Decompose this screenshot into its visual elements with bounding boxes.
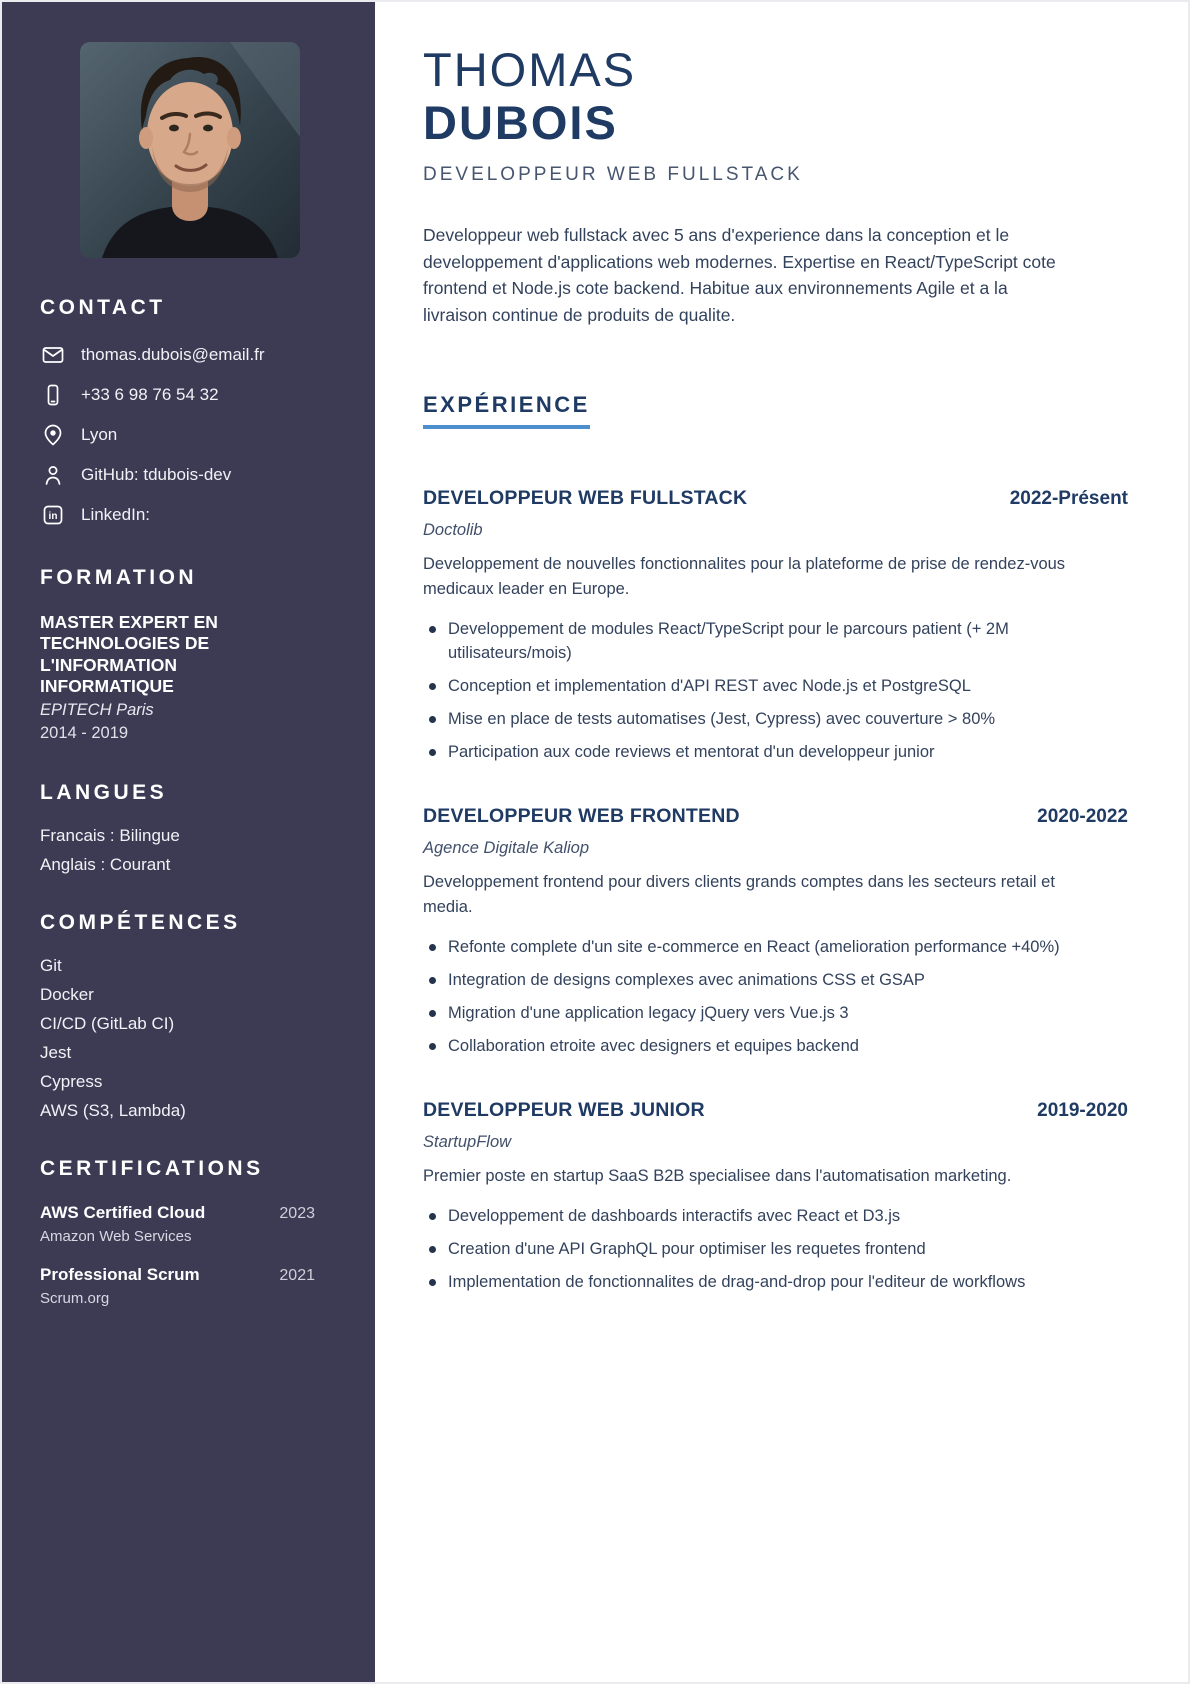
contact-title: CONTACT <box>40 296 166 319</box>
certification-year: 2021 <box>279 1267 315 1285</box>
candidate-job-title: DEVELOPPEUR WEB FULLSTACK <box>423 164 803 186</box>
job-title: DEVELOPPEUR WEB FRONTEND <box>423 804 740 827</box>
job-company: StartupFlow <box>423 1132 512 1151</box>
skills-list <box>40 957 339 1119</box>
experience-section-title: EXPÉRIENCE <box>423 392 590 429</box>
formation-title: FORMATION <box>40 566 198 589</box>
linkedin-icon <box>40 502 66 528</box>
bullet-item: Mise en place de tests automatises (Jest, Cypress) avec couverture > 80% <box>423 708 1085 732</box>
job-description: Developpement frontend pour divers clients grands comptes dans les secteurs retail et media. <box>423 872 1055 916</box>
skill-item: CI/CD (GitLab CI) <box>40 1014 175 1034</box>
svg-text:in: in <box>48 511 58 522</box>
bullet-item: Conception et implementation d'API REST avec Node.js et PostgreSQL <box>423 675 1085 699</box>
contact-email <box>40 342 339 368</box>
contact-location <box>40 422 339 448</box>
job-bullets <box>423 618 1085 765</box>
job-description: Premier poste en startup SaaS B2B specialisee dans l'automatisation marketing. <box>423 1166 1012 1185</box>
main-content <box>375 2 1188 1682</box>
skill-item: Cypress <box>40 1072 103 1092</box>
contact-linkedin <box>40 502 339 528</box>
contact-github-value: GitHub: tdubois-dev <box>81 465 232 484</box>
competences-section <box>40 911 339 1119</box>
job-entry <box>423 487 1128 765</box>
bullet-item: Creation d'une API GraphQL pour optimiser les requetes frontend <box>423 1238 1085 1262</box>
job-period: 2020-2022 <box>1037 805 1128 827</box>
skill-item: Jest <box>40 1043 72 1063</box>
job-description: Developpement de nouvelles fonctionnalites pour la plateforme de prise de rendez-vous medicaux leader en Europe. <box>423 555 1066 599</box>
bullet-item: Collaboration etroite avec designers et equipes backend <box>423 1035 1085 1059</box>
job-company: Agence Digitale Kaliop <box>423 838 590 857</box>
job-company: Doctolib <box>423 521 483 540</box>
job-bullets <box>423 1205 1085 1295</box>
certification-issuer: Scrum.org <box>40 1290 110 1308</box>
bullet-item: Developpement de dashboards interactifs avec React et D3.js <box>423 1205 1085 1229</box>
competences-title: COMPÉTENCES <box>40 911 241 935</box>
certification-item <box>40 1203 339 1245</box>
certification-item <box>40 1265 339 1307</box>
profile-photo-wrap <box>40 42 339 258</box>
job-bullets <box>423 936 1085 1059</box>
job-title: DEVELOPPEUR WEB JUNIOR <box>423 1098 705 1121</box>
langues-section <box>40 781 339 873</box>
bullet-item: Participation aux code reviews et mentorat d'un developpeur junior <box>423 741 1085 765</box>
job-entry <box>423 805 1128 1059</box>
bullet-item: Refonte complete d'un site e-commerce en React (amelioration performance +40%) <box>423 936 1085 960</box>
bullet-item: Developpement de modules React/TypeScript pour le parcours patient (+ 2M utilisateurs/mois) <box>423 618 1085 666</box>
contact-phone-value: +33 6 98 76 54 32 <box>81 385 219 404</box>
certification-name: Professional Scrum <box>40 1265 200 1285</box>
bullet-item: Migration d'une application legacy jQuery vers Vue.js 3 <box>423 1002 1085 1026</box>
formation-period: 2014 - 2019 <box>40 724 129 743</box>
certifications-title: CERTIFICATIONS <box>40 1157 264 1181</box>
mail-icon <box>40 342 66 368</box>
bullet-item: Integration de designs complexes avec animations CSS et GSAP <box>423 969 1085 993</box>
certification-name: AWS Certified Cloud <box>40 1203 206 1223</box>
langues-title: LANGUES <box>40 781 168 805</box>
certification-year: 2023 <box>279 1205 315 1223</box>
formation-section <box>40 566 339 743</box>
candidate-name <box>423 44 1128 149</box>
contact-github-label: Lyon <box>81 425 118 444</box>
job-period: 2019-2020 <box>1037 1099 1128 1121</box>
contact-email-value: thomas.dubois@email.fr <box>81 345 265 364</box>
contact-linkedin-value: LinkedIn: <box>81 505 150 524</box>
contact-github <box>40 462 339 488</box>
job-entry <box>423 1099 1128 1295</box>
skill-item: AWS (S3, Lambda) <box>40 1101 186 1121</box>
skill-item: Docker <box>40 985 94 1005</box>
certifications-section <box>40 1157 339 1307</box>
profile-photo <box>80 42 300 258</box>
language-item: Francais : Bilingue <box>40 826 180 846</box>
bullet-item: Implementation de fonctionnalites de drag-and-drop pour l'editeur de workflows <box>423 1271 1085 1295</box>
contact-section <box>40 296 339 528</box>
location-pin-icon <box>40 422 66 448</box>
skill-item: Git <box>40 956 62 976</box>
last-name: DUBOIS <box>423 95 618 149</box>
school-name: EPITECH Paris <box>40 701 154 720</box>
certification-issuer: Amazon Web Services <box>40 1228 192 1246</box>
degree-name: MASTER EXPERT EN TECHNOLOGIES DE L'INFORMATION INFORMATIQUE <box>40 612 218 697</box>
job-title: DEVELOPPEUR WEB FULLSTACK <box>423 487 748 510</box>
person-icon <box>40 462 66 488</box>
language-item: Anglais : Courant <box>40 855 171 875</box>
sidebar <box>2 2 375 1682</box>
first-name: THOMAS <box>423 43 637 96</box>
phone-icon <box>40 382 66 408</box>
job-period: 2022-Présent <box>1009 488 1128 510</box>
profile-summary: Developpeur web fullstack avec 5 ans d'experience dans la conception et le developpement d'applications web modernes. Expertise en React/TypeScript cote frontend et Node.js cote backend. Habitue aux environnements Agile et a la livraison continue de produits de qualite. <box>423 225 1056 326</box>
contact-phone <box>40 382 339 408</box>
langues-list <box>40 827 339 873</box>
